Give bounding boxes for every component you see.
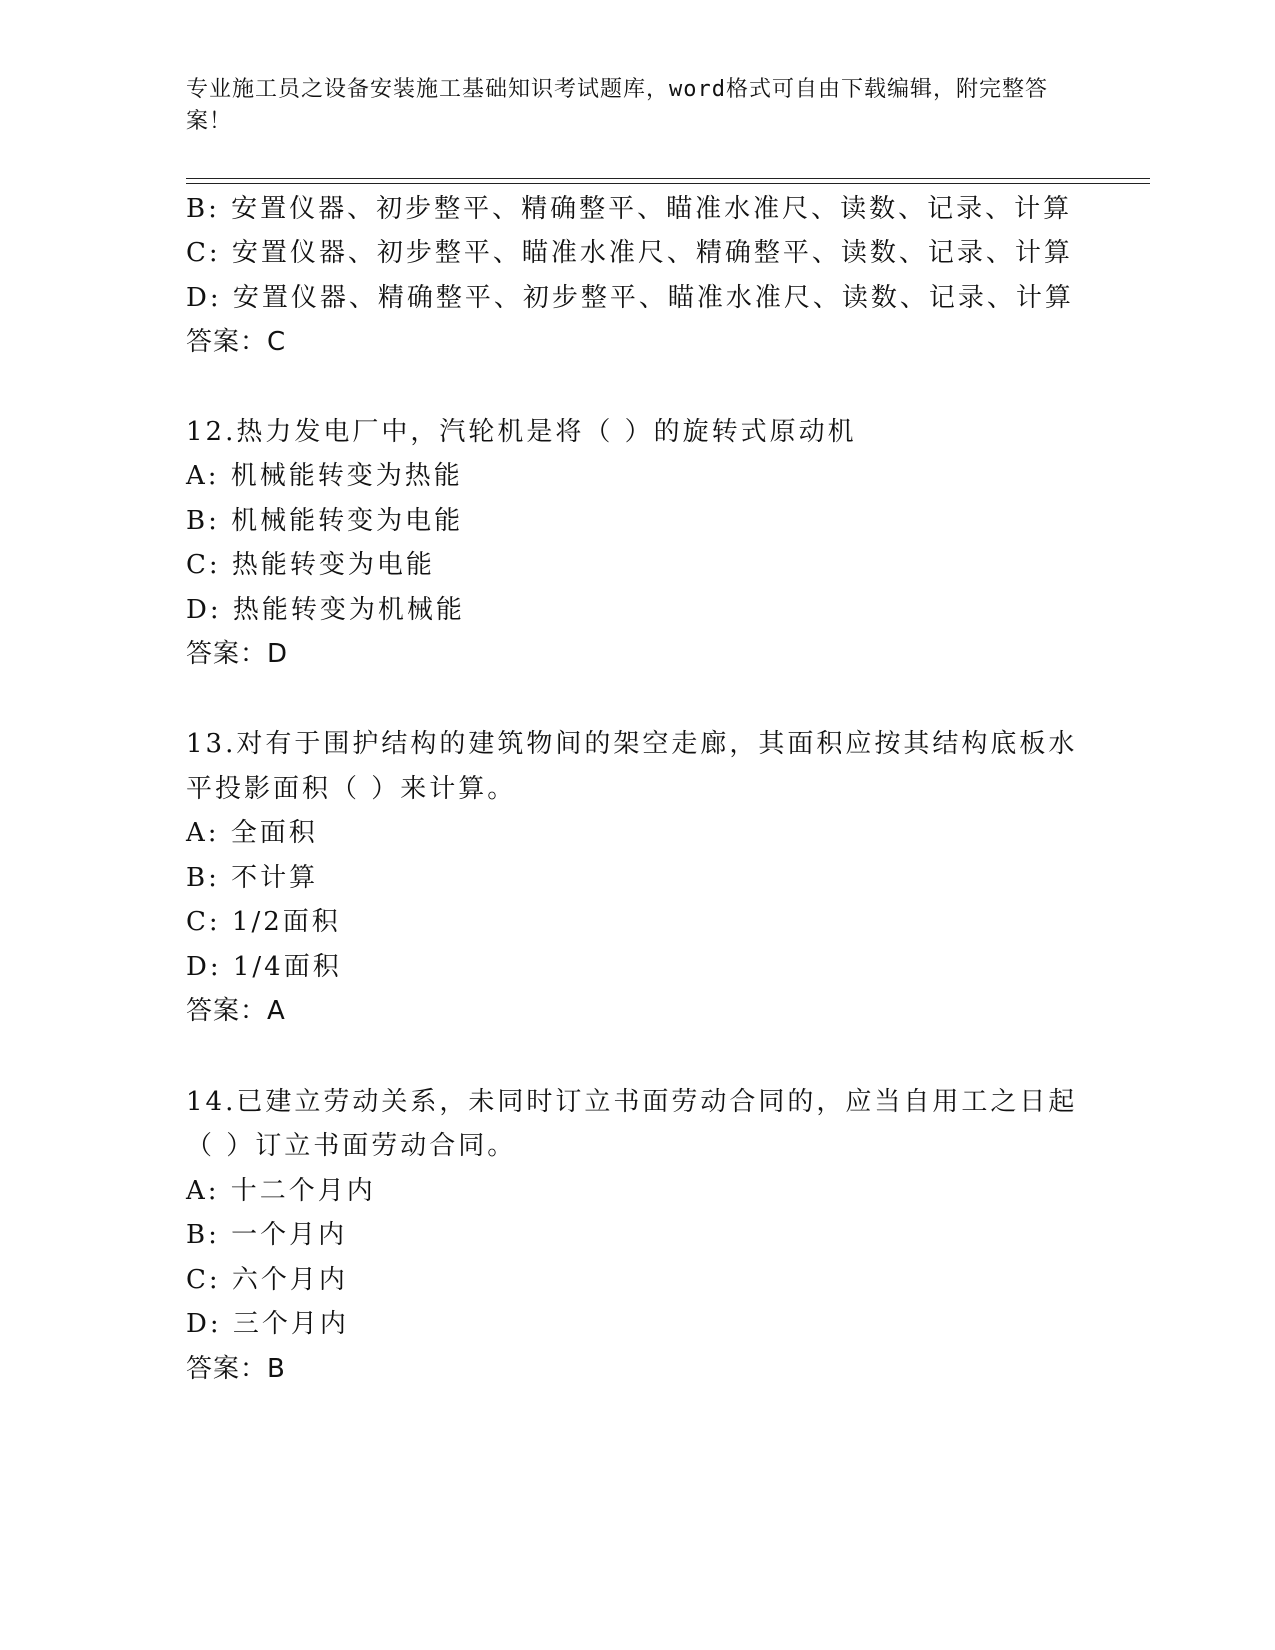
header-rule-bottom: [186, 183, 1150, 184]
header-rule-top: [186, 178, 1150, 179]
q11-answer: 答案：C: [186, 327, 287, 357]
q11-option-c: C: 安置仪器、初步整平、瞄准水准尺、精确整平、读数、记录、计算: [186, 238, 1073, 268]
q14-answer: 答案：B: [186, 1354, 286, 1384]
q13-answer: 答案：A: [186, 996, 286, 1026]
q12-option-c: C: 热能转变为电能: [186, 550, 435, 580]
q14-option-b: B: 一个月内: [186, 1220, 348, 1250]
q13-option-d: D: 1/4面积: [186, 952, 342, 982]
q13-option-c: C: 1/2面积: [186, 907, 341, 937]
q14-option-a: A: 十二个月内: [186, 1176, 376, 1206]
q14-question-line1: 14.已建立劳动关系，未同时订立书面劳动合同的，应当自用工之日起: [186, 1087, 1078, 1117]
q11-option-d: D: 安置仪器、精确整平、初步整平、瞄准水准尺、读数、记录、计算: [186, 283, 1074, 313]
q14-option-c: C: 六个月内: [186, 1265, 348, 1295]
q11-option-b: B: 安置仪器、初步整平、精确整平、瞄准水准尺、读数、记录、计算: [186, 194, 1073, 224]
q13-option-a: A: 全面积: [186, 818, 318, 848]
q12-answer: 答案：D: [186, 639, 289, 669]
q12-option-d: D: 热能转变为机械能: [186, 595, 465, 625]
q12-option-b: B: 机械能转变为电能: [186, 506, 464, 536]
q13-question-line2: 平投影面积（ ）来计算。: [186, 774, 517, 804]
q12-option-a: A: 机械能转变为热能: [186, 461, 463, 491]
document-header: 专业施工员之设备安装施工基础知识考试题库，word格式可自由下载编辑，附完整答案！: [186, 77, 1048, 134]
q14-option-d: D: 三个月内: [186, 1309, 349, 1339]
q13-option-b: B: 不计算: [186, 863, 319, 893]
q12-question: 12.热力发电厂中，汽轮机是将（ ）的旋转式原动机: [186, 417, 857, 447]
q14-question-line2: （ ）订立书面劳动合同。: [186, 1131, 517, 1161]
q13-question-line1: 13.对有于围护结构的建筑物间的架空走廊，其面积应按其结构底板水: [186, 729, 1078, 759]
